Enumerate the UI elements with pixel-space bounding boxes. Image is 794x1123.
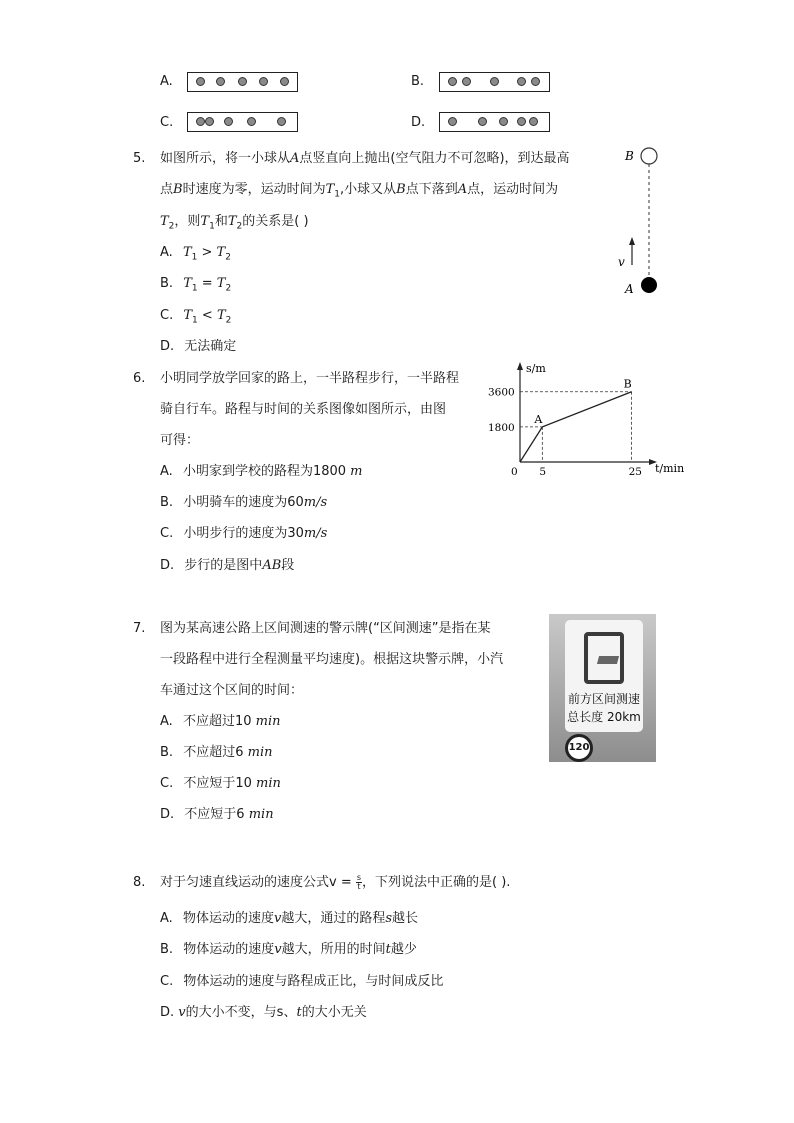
q5-text: 时速度为零，运动时间为	[182, 182, 326, 197]
q4-option-d-dot-strip	[439, 112, 550, 132]
speed-limit-badge: 120	[565, 734, 593, 762]
ball-dot	[517, 117, 526, 126]
q8-option-text: 物体运动的速度与路程成正比，与时间成反比	[183, 974, 444, 989]
ball-dot	[224, 117, 233, 126]
q6-option-a	[160, 463, 363, 481]
q8-stem	[160, 874, 510, 892]
ball-top-b	[641, 148, 657, 164]
q7-option-letter: A.	[160, 714, 173, 729]
q7-option-d	[160, 806, 274, 824]
y-tick-label: 1800	[488, 421, 515, 434]
ball-bottom-a	[641, 277, 657, 293]
q7-option-letter: D.	[160, 807, 175, 822]
q8-option-d	[160, 1004, 367, 1022]
q6-option-var: AB	[262, 558, 282, 573]
q8-option-var: s	[385, 911, 392, 926]
q8-option-letter: C.	[160, 974, 174, 989]
q8-option-text: 的大小不变，与	[185, 1005, 277, 1020]
x-tick-label: 0	[511, 466, 518, 478]
sign-plate	[565, 620, 643, 732]
sign-line-2: 总长度 20km	[567, 710, 641, 724]
q5-var: T	[182, 245, 192, 260]
q8-option-var: t	[385, 942, 391, 957]
q4-option-a-letter: A.	[160, 74, 173, 89]
q5-option-letter: D.	[160, 339, 175, 354]
q6-option-letter: B.	[160, 495, 174, 510]
car-icon	[597, 656, 619, 664]
ball-dot	[247, 117, 256, 126]
q5-subscript: 1	[192, 315, 198, 326]
q5-text: 点竖直向上抛出(空气阻力不可忽略)，到达最高	[299, 151, 570, 166]
y-tick-label: 3600	[488, 386, 515, 399]
camera-zone-icon	[584, 632, 624, 684]
q6-option-letter: C.	[160, 526, 174, 541]
q5-option-a	[160, 244, 231, 267]
q8-stem-text: ，下列说法中正确的是( ).	[362, 875, 511, 890]
q7-option-unit: min	[247, 745, 273, 760]
sign-line-1: 前方区间测速	[567, 692, 640, 706]
q5-option-d	[160, 338, 236, 356]
chart-guides	[520, 392, 632, 462]
label-a: A	[625, 282, 634, 296]
ball-dot	[448, 77, 457, 86]
q6-option-text: 步行的是图中	[184, 558, 263, 573]
x-tick-label: 5	[539, 466, 547, 478]
q7-option-letter: B.	[160, 745, 174, 760]
q7-option-text: 不应短于10	[183, 776, 252, 791]
q7-option-unit: min	[255, 714, 281, 729]
y-axis-label: s/m	[526, 362, 546, 375]
q7-stem-line-2: 一段路程中进行全程测量平均速度)。根据这块警示牌，小汽	[160, 652, 504, 667]
ball-dot	[196, 117, 205, 126]
q5-subscript: 2	[225, 283, 232, 294]
q5-text: 点下落到	[405, 182, 458, 197]
q5-number: 5.	[133, 151, 146, 166]
q5-var: T	[200, 214, 210, 229]
point-label: B	[623, 377, 632, 391]
q4-option-d-letter: D.	[411, 115, 426, 130]
q8-option-letter: B.	[160, 942, 174, 957]
q5-text: 如图所示，将一小球从	[160, 151, 291, 166]
y-axis-arrow-icon	[517, 362, 523, 370]
q4-option-c-letter: C.	[160, 115, 174, 130]
q7-option-b	[160, 744, 272, 762]
q5-option-letter: A.	[160, 245, 173, 260]
q6-option-unit: m/s	[303, 495, 328, 510]
ball-dot	[462, 77, 471, 86]
ball-dot	[517, 77, 526, 86]
q7-stem-line-3: 车通过这个区间的时间：	[160, 683, 304, 698]
q5-subscript: 1	[209, 221, 215, 232]
q8-option-letter: A.	[160, 911, 173, 926]
q6-option-text: 小明步行的速度为30	[183, 526, 304, 541]
point-label: A	[534, 412, 543, 426]
q4-option-c-dot-strip	[187, 112, 298, 132]
q4-option-b-dot-strip	[439, 72, 550, 92]
fraction-denominator: t	[357, 882, 361, 891]
q5-subscript: 1	[334, 189, 340, 200]
q5-subscript: 1	[191, 283, 198, 294]
q8-option-text: 越大，通过的路程	[281, 911, 386, 926]
q7-option-text: 不应短于6	[184, 807, 245, 822]
q7-option-letter: C.	[160, 776, 174, 791]
arrowhead-icon	[629, 237, 635, 245]
q7-option-c	[160, 775, 281, 793]
q5-subscript: 2	[225, 315, 232, 326]
ball-dot	[529, 117, 538, 126]
q6-option-text: 小明家到学校的路程为1800	[182, 464, 347, 479]
q8-option-var: t	[296, 1005, 302, 1020]
q6-stem-line-1: 小明同学放学回家的路上，一半路程步行，一半路程	[160, 371, 460, 386]
q5-text: 点	[160, 182, 174, 197]
q7-option-text: 不应超过10	[182, 714, 252, 729]
q8-option-letter: D.	[160, 1005, 175, 1020]
q7-option-unit: min	[256, 776, 281, 791]
q5-var: T	[183, 308, 193, 323]
q5-operator: =	[197, 276, 217, 291]
q7-number: 7.	[133, 621, 146, 636]
q6-option-letter: D.	[160, 558, 175, 573]
q5-var: A	[457, 182, 468, 197]
q5-text: 的关系是( )	[242, 214, 309, 229]
q8-option-text: 的大小无关	[301, 1005, 367, 1020]
q7-option-text: 不应超过6	[183, 745, 244, 760]
q5-operator: >	[197, 245, 217, 260]
speed-camera-sign-photo	[549, 614, 656, 762]
ball-dot	[238, 77, 247, 86]
ball-dot	[216, 77, 225, 86]
q5-text: 和	[214, 214, 228, 229]
q8-option-b	[160, 941, 417, 959]
q6-option-d	[160, 557, 294, 575]
q5-text: ，则	[174, 214, 201, 229]
q5-stem-line-3	[160, 213, 309, 236]
q8-option-text: 越大，所用的时间	[281, 942, 386, 957]
q6-stem-line-3: 可得：	[160, 433, 200, 448]
q5-option-letter: B.	[160, 276, 174, 291]
q5-option-letter: C.	[160, 308, 174, 323]
q8-option-text: 物体运动的速度	[183, 942, 275, 957]
label-b: B	[625, 149, 634, 163]
q7-stem-line-1: 图为某高速公路上区间测速的警示牌(“区间测速”是指在某	[160, 621, 491, 636]
q5-var: T	[160, 214, 169, 229]
q6-stem-line-2: 骑自行车。路程与时间的关系图像如图所示，由图	[160, 402, 447, 417]
q5-ball-figure	[615, 140, 665, 300]
q5-text: ,小球又从	[340, 182, 397, 197]
q8-option-a	[160, 910, 418, 928]
ball-dot	[259, 77, 268, 86]
x-tick-label: 25	[628, 466, 642, 478]
q8-option-text: 越长	[392, 911, 419, 926]
q5-subscript: 2	[225, 252, 231, 263]
q6-option-c	[160, 525, 327, 543]
q6-distance-time-graph	[480, 362, 685, 478]
q6-option-unit: m	[350, 464, 363, 479]
ball-dot	[478, 117, 487, 126]
q4-option-b-letter: B.	[411, 74, 425, 89]
x-axis-label: t/min	[655, 462, 685, 475]
q5-stem-line-1	[160, 150, 570, 168]
q6-option-b	[160, 494, 327, 512]
q5-var: T	[216, 308, 226, 323]
ball-dot	[196, 77, 205, 86]
ball-dot	[499, 117, 508, 126]
chart-labels	[488, 362, 684, 478]
q8-option-c	[160, 973, 443, 991]
q5-subscript: 2	[236, 221, 243, 232]
q5-option-c	[160, 307, 231, 330]
q8-option-text: 越少	[390, 942, 417, 957]
q5-var: T	[325, 182, 335, 197]
q5-option-b	[160, 275, 231, 298]
q5-var: B	[396, 182, 406, 197]
q5-stem-line-2	[160, 181, 558, 204]
ball-dot	[531, 77, 540, 86]
q8-option-var: s	[276, 1005, 284, 1020]
ball-dot	[448, 117, 457, 126]
ball-dot	[277, 117, 286, 126]
q5-subscript: 2	[168, 221, 175, 232]
ball-dot	[280, 77, 289, 86]
ball-dot	[205, 117, 214, 126]
q4-option-a-dot-strip	[187, 72, 298, 92]
q6-option-letter: A.	[160, 464, 173, 479]
q8-number: 8.	[133, 875, 146, 890]
q5-var: B	[173, 182, 183, 197]
q5-operator: <	[197, 308, 217, 323]
q8-stem-text: 对于匀速直线运动的速度公式v =	[160, 875, 356, 890]
q6-number: 6.	[133, 371, 146, 386]
q7-option-unit: min	[248, 807, 274, 822]
q5-var: A	[290, 151, 300, 166]
q5-var: T	[183, 276, 192, 291]
q7-option-a	[160, 713, 280, 731]
q5-option-text: 无法确定	[184, 339, 237, 354]
q8-option-text: 、	[283, 1005, 297, 1020]
q5-text: 点，运动时间为	[467, 182, 559, 197]
q6-option-text: 段	[281, 558, 295, 573]
q8-option-var: v	[178, 1005, 186, 1020]
q8-option-var: v	[273, 911, 282, 926]
label-v: v	[618, 255, 625, 269]
q5-var: T	[216, 245, 226, 260]
q5-var: T	[227, 214, 237, 229]
ball-dot	[490, 77, 499, 86]
q5-subscript: 1	[191, 252, 198, 263]
fraction-numerator: s	[356, 873, 362, 882]
q8-option-var: v	[274, 942, 282, 957]
q6-option-unit: m/s	[303, 526, 328, 541]
q5-var: T	[216, 276, 226, 291]
q8-option-text: 物体运动的速度	[182, 911, 274, 926]
q6-option-text: 小明骑车的速度为60	[183, 495, 304, 510]
